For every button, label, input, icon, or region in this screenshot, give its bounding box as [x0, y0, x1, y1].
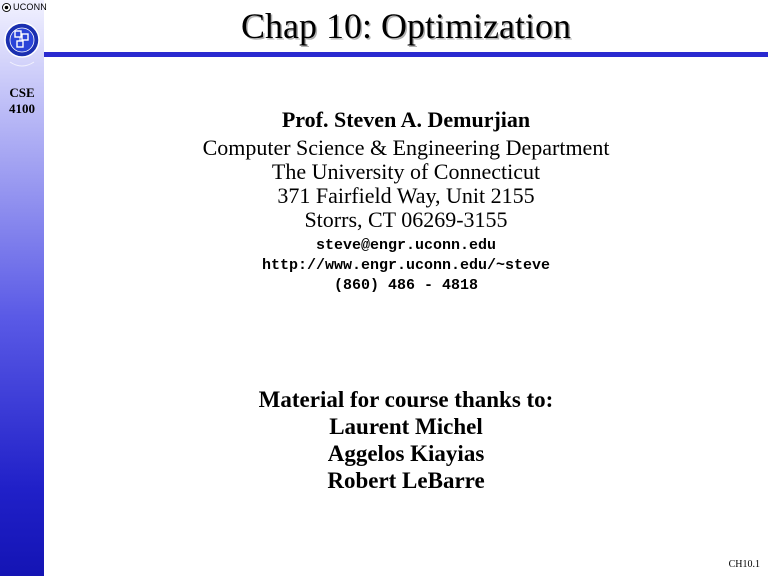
uconn-logo-text: UCONN [13, 2, 47, 12]
credits-heading: Material for course thanks to: [258, 387, 554, 412]
uconn-logo [2, 2, 47, 12]
author-phone: (860) 486 - 4818 [333, 277, 479, 294]
author-url[interactable]: http://www.engr.uconn.edu/~steve [261, 257, 551, 274]
author-name: Prof. Steven A. Demurjian [281, 107, 531, 132]
credit-name: Laurent Michel [329, 414, 483, 439]
course-label [0, 85, 44, 117]
sidebar [0, 0, 47, 576]
author-block [44, 108, 768, 296]
slide-number: CH10.1 [728, 559, 760, 570]
author-street: 371 Fairfield Way, Unit 2155 [277, 183, 535, 208]
credits-block [44, 386, 768, 494]
credit-name: Robert LeBarre [327, 468, 485, 493]
slide-title: Chap 10: Optimization [241, 6, 571, 46]
credit-name: Aggelos Kiayias [327, 441, 485, 466]
author-city: Storrs, CT 06269-3155 [304, 207, 508, 232]
author-email[interactable]: steve@engr.uconn.edu [315, 237, 497, 254]
uconn-seal-icon [2, 3, 11, 12]
author-dept: Computer Science & Engineering Department [202, 135, 610, 160]
cse-seal-icon [2, 20, 42, 76]
title-bar [44, 0, 768, 57]
course-label-text: CSE 4100 [9, 85, 35, 116]
title-rule [44, 52, 768, 57]
author-univ: The University of Connecticut [271, 159, 541, 184]
